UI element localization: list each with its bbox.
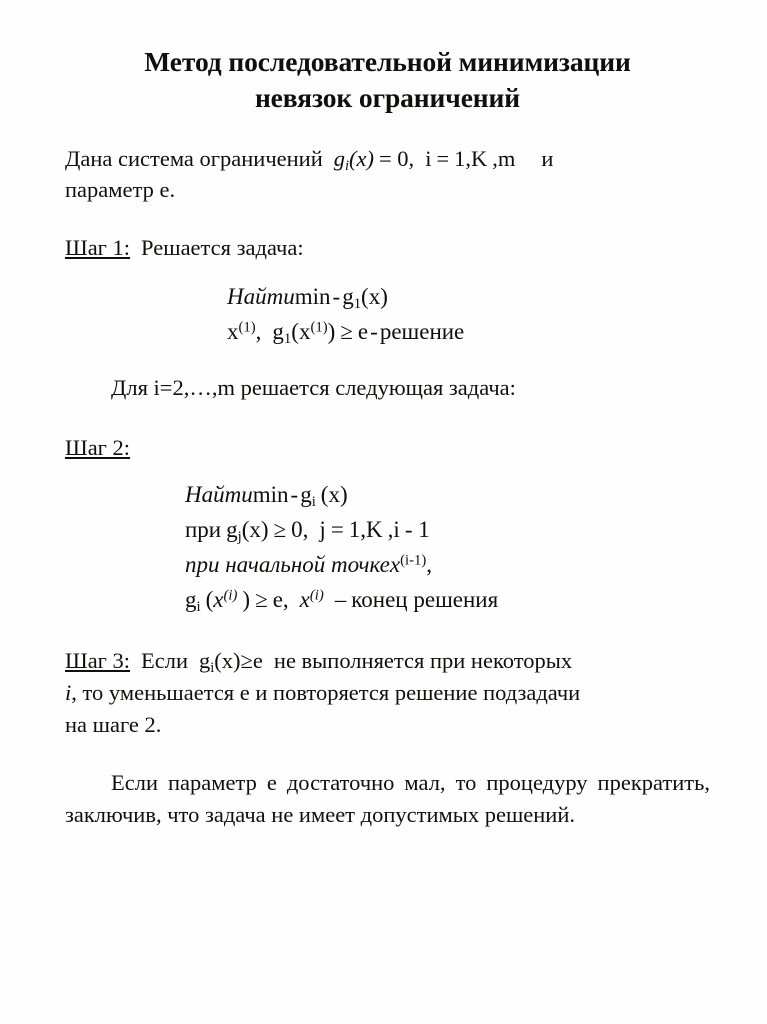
step-1-formula-block (65, 280, 710, 350)
step-3-line-2-rest: , то уменьшается e и повторяется решение подзадачи (71, 679, 581, 705)
intro-equals: = 0, (378, 145, 415, 171)
page-content (65, 0, 710, 831)
s2b-range-start: 1, (348, 517, 367, 543)
step-2-formula-block (65, 478, 710, 618)
s1b-close: ) (327, 319, 336, 345)
s2d-open: ( (205, 586, 214, 612)
s1b-inner-sup: (1) (310, 319, 328, 336)
s1-fn-arg: (x) (361, 284, 388, 310)
middle-note: Для i=2,…,m решается следующая задача: (111, 375, 516, 401)
intro-index-eq: = (436, 145, 450, 171)
s1b-e: e (357, 319, 369, 345)
step-3-formula (199, 647, 263, 676)
s2b-range-dots: K (366, 517, 383, 543)
s2c-x: x (389, 552, 401, 577)
page-title (65, 0, 710, 116)
s2d-close: ) (242, 586, 251, 612)
step-3-line-3: на шаге 2. (65, 711, 162, 737)
intro-text-before: Дана система ограничений (65, 145, 323, 171)
step-1-formula-line-2 (227, 315, 710, 350)
s3-fn: g (199, 647, 211, 673)
s2b-eq: = (330, 517, 344, 543)
title-line-2: невязок ограничений (254, 81, 521, 113)
s2b-range-end: ,i (387, 517, 400, 543)
s1b-fn-sub: 1 (283, 331, 292, 348)
step-2-formula-line-1 (185, 478, 710, 513)
s1b-dash: - (370, 319, 378, 345)
s2c-phrase: при начальной точке (185, 552, 390, 577)
s2-fn: g (300, 482, 312, 508)
s1b-geq: ≥ (340, 319, 353, 345)
s2-minus: - (290, 482, 299, 508)
intro-range-dots: K (471, 145, 488, 171)
s2b-arg: (x) (241, 517, 269, 543)
s2d-dash: – (334, 586, 347, 612)
s3-fn-sub: i (210, 659, 215, 676)
s2d-fn-sub: i (196, 599, 201, 616)
intro-fn: g (333, 145, 345, 171)
s2b-pri: при (185, 517, 222, 543)
step-1-text: Решается задача: (141, 235, 304, 261)
s1-fn: g (342, 284, 354, 310)
s2c-comma: , (426, 552, 432, 577)
s1b-comma: , (255, 319, 262, 345)
intro-range-end: ,m (492, 145, 516, 171)
intro-line-2: параметр e. (65, 177, 176, 203)
step-3-label: Шаг 3: (65, 647, 131, 673)
s2c-x-sup: (i-1) (400, 552, 427, 569)
s2d-words: конец решения (351, 586, 499, 612)
s2-min: min (252, 482, 289, 508)
s2d-x-sup: (i) (223, 587, 238, 604)
s1b-x: x (227, 319, 239, 345)
s3-arg: (x) (214, 647, 241, 673)
step-2-formula-line-2 (185, 513, 710, 548)
intro-formula (333, 145, 516, 174)
s2d-fn: g (185, 586, 197, 612)
s1-naiti: Найти (227, 284, 295, 310)
s1b-open: (x (291, 319, 311, 345)
step-1-label: Шаг 1: (65, 235, 131, 261)
s2b-fn: g (226, 517, 238, 543)
title-line-1: Метод последовательной минимизации (144, 46, 631, 77)
s1-minus: - (332, 284, 341, 310)
s2-naiti: Найти (185, 482, 253, 508)
s3-e: e (252, 647, 263, 673)
s2d-x: x (213, 586, 224, 612)
s2-fn-arg: (x) (320, 482, 348, 508)
intro-fn-arg: (x) (349, 145, 374, 171)
step-3-italic-i: i (65, 679, 72, 705)
s2b-fn-sub: j (237, 529, 242, 546)
s2d-geq: ≥ (255, 586, 268, 612)
s3-geq: ≥ (240, 647, 253, 673)
intro-paragraph (65, 143, 710, 207)
s2b-geq: ≥ (273, 517, 287, 543)
s1b-fn: g (272, 319, 284, 345)
s2-fn-sub: i (311, 494, 316, 511)
s2b-minus-one: - 1 (404, 517, 430, 543)
s1b-word: решение (379, 319, 465, 345)
intro-range-start: 1, (454, 145, 472, 171)
step-3-text-b: не выполняется при некоторых (273, 647, 573, 673)
s1-min: min (294, 284, 331, 310)
step-2-formula-line-3 (185, 548, 710, 583)
step-2-heading (65, 432, 710, 464)
step-2-formula-line-4 (185, 583, 710, 618)
intro-index-var: i (425, 145, 432, 171)
step-1-formula-line-1 (227, 280, 710, 315)
s1b-x-sup: (1) (238, 319, 256, 336)
step-1-heading (65, 232, 710, 264)
step-2-label: Шаг 2: (65, 435, 131, 461)
intro-fn-sub: i (345, 157, 349, 174)
s2d-e: e, (272, 586, 289, 612)
s2b-zero: 0, (291, 517, 309, 543)
step-3-paragraph (65, 645, 710, 741)
s2d-x2: x (299, 586, 310, 612)
s1-fn-sub: 1 (353, 296, 362, 313)
s2d-x2-sup: (i) (309, 587, 324, 604)
intro-text-after: и (541, 145, 554, 171)
final-paragraph: Если параметр e достаточно мал, то процедуру прекратить, заключив, что задача не имеет допустимых решений. (65, 769, 710, 827)
s2b-j: j (319, 517, 326, 543)
step-3-text-a: Если (141, 647, 189, 673)
